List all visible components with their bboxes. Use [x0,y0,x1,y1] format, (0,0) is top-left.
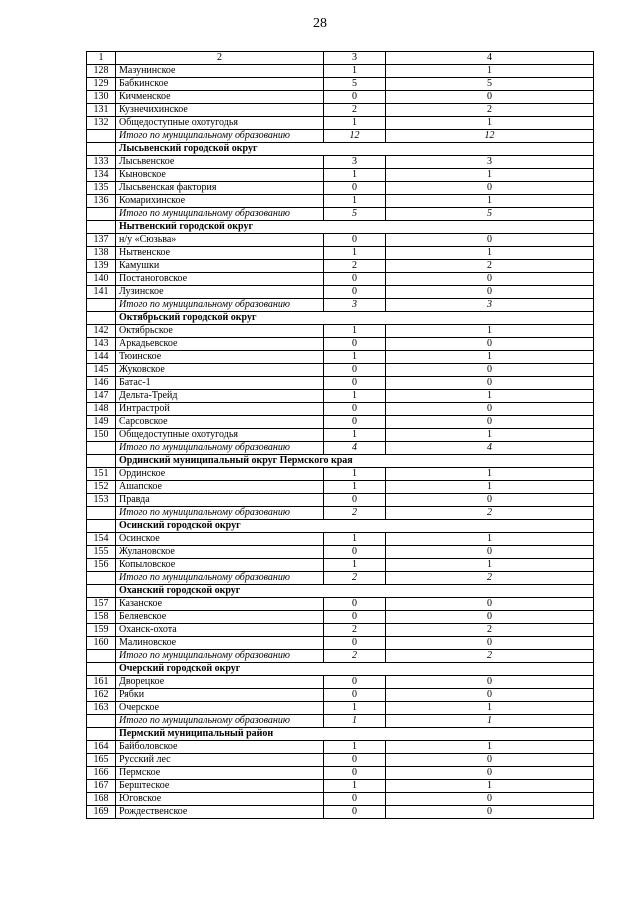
value-col4-cell: 1 [386,117,594,130]
area-name-cell: Осинское [116,533,324,546]
value-col4-cell: 0 [386,182,594,195]
table-header-row [87,52,594,65]
row-number-cell: 163 [87,702,116,715]
area-name-cell: Дворецкое [116,676,324,689]
table-row [87,78,594,91]
value-col3-cell: 0 [324,286,386,299]
area-name-cell: Лысьвенское [116,156,324,169]
column-header: 3 [324,52,386,65]
table-row [87,624,594,637]
value-col3-cell: 2 [324,104,386,117]
section-row [87,585,594,598]
value-col4-cell: 0 [386,598,594,611]
section-title: Ординский муниципальный округ Пермского края [116,455,594,468]
value-col4-cell: 2 [386,572,594,585]
table-row [87,741,594,754]
total-row [87,650,594,663]
column-header: 1 [87,52,116,65]
area-name-cell: Аркадьевское [116,338,324,351]
value-col3-cell: 5 [324,78,386,91]
value-col3-cell: 1 [324,780,386,793]
table-row [87,780,594,793]
area-name-cell: Итого по муниципальному образованию [116,572,324,585]
value-col3-cell: 0 [324,338,386,351]
value-col3-cell: 1 [324,247,386,260]
value-col4-cell: 0 [386,338,594,351]
table-row [87,481,594,494]
value-col3-cell: 0 [324,754,386,767]
table-row [87,559,594,572]
row-number-cell: 149 [87,416,116,429]
area-name-cell: Камушки [116,260,324,273]
area-name-cell: Малиновское [116,637,324,650]
area-name-cell: Бабкинское [116,78,324,91]
value-col4-cell: 0 [386,377,594,390]
value-col3-cell: 1 [324,481,386,494]
value-col3-cell: 1 [324,468,386,481]
value-col4-cell: 1 [386,429,594,442]
table-row [87,325,594,338]
value-col3-cell: 1 [324,117,386,130]
total-row [87,299,594,312]
area-name-cell: Жулановское [116,546,324,559]
table-row [87,377,594,390]
value-col4-cell: 0 [386,611,594,624]
value-col3-cell: 0 [324,637,386,650]
value-col4-cell: 0 [386,676,594,689]
row-number-cell: 140 [87,273,116,286]
row-number-cell: 166 [87,767,116,780]
row-number-cell: 134 [87,169,116,182]
table-row [87,702,594,715]
value-col3-cell: 0 [324,182,386,195]
value-col3-cell: 0 [324,234,386,247]
total-row [87,130,594,143]
row-number-cell: 154 [87,533,116,546]
section-title: Очерский городской округ [116,663,594,676]
area-name-cell: Рябки [116,689,324,702]
row-number-cell [87,312,116,325]
total-row [87,572,594,585]
value-col4-cell: 2 [386,650,594,663]
row-number-cell [87,455,116,468]
table-row [87,169,594,182]
value-col4-cell: 0 [386,806,594,819]
row-number-cell [87,585,116,598]
area-name-cell: Кичменское [116,91,324,104]
value-col3-cell: 1 [324,390,386,403]
value-col4-cell: 2 [386,624,594,637]
table-row [87,793,594,806]
area-name-cell: н/у «Сюзьва» [116,234,324,247]
value-col4-cell: 0 [386,754,594,767]
value-col3-cell: 0 [324,793,386,806]
area-name-cell: Комарихинское [116,195,324,208]
table-row [87,806,594,819]
table-row [87,637,594,650]
table-row [87,260,594,273]
area-name-cell: Пермское [116,767,324,780]
section-row [87,728,594,741]
value-col3-cell: 1 [324,351,386,364]
area-name-cell: Итого по муниципальному образованию [116,650,324,663]
value-col4-cell: 1 [386,533,594,546]
value-col4-cell: 0 [386,689,594,702]
row-number-cell: 139 [87,260,116,273]
row-number-cell [87,715,116,728]
area-name-cell: Мазунинское [116,65,324,78]
value-col4-cell: 2 [386,507,594,520]
section-row [87,221,594,234]
value-col4-cell: 0 [386,403,594,416]
area-name-cell: Дельта-Трейд [116,390,324,403]
row-number-cell [87,650,116,663]
area-name-cell: Русский лес [116,754,324,767]
value-col3-cell: 2 [324,572,386,585]
row-number-cell: 142 [87,325,116,338]
data-table [86,51,594,819]
area-name-cell: Правда [116,494,324,507]
value-col3-cell: 1 [324,715,386,728]
area-name-cell: Байболовское [116,741,324,754]
value-col3-cell: 0 [324,598,386,611]
row-number-cell: 144 [87,351,116,364]
value-col4-cell: 12 [386,130,594,143]
area-name-cell: Лысьвенская фактория [116,182,324,195]
value-col4-cell: 1 [386,169,594,182]
table-row [87,676,594,689]
section-row [87,663,594,676]
value-col4-cell: 3 [386,156,594,169]
value-col4-cell: 2 [386,260,594,273]
row-number-cell: 159 [87,624,116,637]
area-name-cell: Жуковское [116,364,324,377]
value-col3-cell: 1 [324,195,386,208]
table-row [87,429,594,442]
table-row [87,598,594,611]
row-number-cell: 161 [87,676,116,689]
area-name-cell: Сарсовское [116,416,324,429]
area-name-cell: Итого по муниципальному образованию [116,299,324,312]
table-row [87,273,594,286]
area-name-cell: Нытвенское [116,247,324,260]
value-col3-cell: 1 [324,65,386,78]
table-row [87,403,594,416]
section-title: Нытвенский городской округ [116,221,594,234]
area-name-cell: Итого по муниципальному образованию [116,130,324,143]
total-row [87,442,594,455]
table-row [87,195,594,208]
value-col3-cell: 4 [324,442,386,455]
area-name-cell: Итого по муниципальному образованию [116,442,324,455]
row-number-cell: 135 [87,182,116,195]
area-name-cell: Батас-1 [116,377,324,390]
total-row [87,208,594,221]
value-col4-cell: 0 [386,416,594,429]
table-row [87,390,594,403]
table-row [87,247,594,260]
area-name-cell: Итого по муниципальному образованию [116,208,324,221]
value-col3-cell: 2 [324,624,386,637]
row-number-cell: 165 [87,754,116,767]
row-number-cell: 153 [87,494,116,507]
section-title: Осинский городской округ [116,520,594,533]
row-number-cell: 151 [87,468,116,481]
value-col4-cell: 0 [386,767,594,780]
row-number-cell [87,520,116,533]
value-col3-cell: 3 [324,299,386,312]
row-number-cell: 160 [87,637,116,650]
row-number-cell: 141 [87,286,116,299]
area-name-cell: Интрастрой [116,403,324,416]
row-number-cell: 145 [87,364,116,377]
value-col4-cell: 1 [386,702,594,715]
section-title: Октябрьский городской округ [116,312,594,325]
value-col3-cell: 2 [324,507,386,520]
value-col3-cell: 0 [324,546,386,559]
section-row [87,520,594,533]
value-col4-cell: 1 [386,715,594,728]
value-col3-cell: 0 [324,767,386,780]
table-row [87,611,594,624]
value-col3-cell: 1 [324,429,386,442]
row-number-cell [87,728,116,741]
table-row [87,91,594,104]
value-col3-cell: 0 [324,689,386,702]
row-number-cell: 133 [87,156,116,169]
value-col4-cell: 1 [386,351,594,364]
table-row [87,351,594,364]
value-col3-cell: 1 [324,559,386,572]
area-name-cell: Общедоступные охотугодья [116,429,324,442]
area-name-cell: Постаноговское [116,273,324,286]
area-name-cell: Лузинское [116,286,324,299]
value-col3-cell: 5 [324,208,386,221]
value-col3-cell: 0 [324,403,386,416]
table-body [87,52,594,819]
row-number-cell: 146 [87,377,116,390]
table-row [87,117,594,130]
row-number-cell: 150 [87,429,116,442]
row-number-cell [87,442,116,455]
value-col3-cell: 2 [324,260,386,273]
value-col3-cell: 12 [324,130,386,143]
row-number-cell: 156 [87,559,116,572]
section-row [87,143,594,156]
row-number-cell: 157 [87,598,116,611]
table-row [87,156,594,169]
value-col3-cell: 0 [324,91,386,104]
value-col4-cell: 1 [386,195,594,208]
value-col4-cell: 5 [386,78,594,91]
row-number-cell: 129 [87,78,116,91]
value-col3-cell: 0 [324,364,386,377]
area-name-cell: Оханск-охота [116,624,324,637]
row-number-cell: 162 [87,689,116,702]
row-number-cell: 152 [87,481,116,494]
area-name-cell: Копыловское [116,559,324,572]
table-row [87,533,594,546]
table-row [87,754,594,767]
row-number-cell [87,143,116,156]
value-col4-cell: 0 [386,234,594,247]
table-row [87,689,594,702]
table-row [87,234,594,247]
column-header: 4 [386,52,594,65]
value-col4-cell: 1 [386,741,594,754]
area-name-cell: Рождественское [116,806,324,819]
value-col4-cell: 0 [386,286,594,299]
value-col4-cell: 1 [386,559,594,572]
value-col4-cell: 1 [386,325,594,338]
value-col4-cell: 0 [386,273,594,286]
area-name-cell: Тюинское [116,351,324,364]
table-row [87,494,594,507]
value-col3-cell: 0 [324,806,386,819]
row-number-cell [87,663,116,676]
value-col4-cell: 1 [386,468,594,481]
table-row [87,65,594,78]
table-row [87,364,594,377]
value-col4-cell: 1 [386,780,594,793]
value-col4-cell: 0 [386,494,594,507]
value-col3-cell: 1 [324,533,386,546]
row-number-cell: 147 [87,390,116,403]
value-col3-cell: 0 [324,611,386,624]
value-col3-cell: 2 [324,650,386,663]
table-row [87,468,594,481]
value-col3-cell: 1 [324,702,386,715]
row-number-cell [87,208,116,221]
value-col3-cell: 0 [324,416,386,429]
value-col3-cell: 1 [324,169,386,182]
table-row [87,182,594,195]
value-col3-cell: 0 [324,377,386,390]
total-row [87,507,594,520]
column-header: 2 [116,52,324,65]
row-number-cell: 143 [87,338,116,351]
value-col3-cell: 1 [324,741,386,754]
area-name-cell: Октябрьское [116,325,324,338]
section-title: Оханский городской округ [116,585,594,598]
area-name-cell: Кыновское [116,169,324,182]
row-number-cell [87,572,116,585]
area-name-cell: Общедоступные охотугодья [116,117,324,130]
area-name-cell: Итого по муниципальному образованию [116,715,324,728]
table-row [87,767,594,780]
area-name-cell: Казанское [116,598,324,611]
value-col4-cell: 0 [386,91,594,104]
value-col3-cell: 0 [324,273,386,286]
area-name-cell: Итого по муниципальному образованию [116,507,324,520]
row-number-cell [87,507,116,520]
row-number-cell: 138 [87,247,116,260]
table-row [87,338,594,351]
section-row [87,455,594,468]
area-name-cell: Очерское [116,702,324,715]
section-title: Лысьвенский городской округ [116,143,594,156]
row-number-cell: 132 [87,117,116,130]
section-title: Пермский муниципальный район [116,728,594,741]
row-number-cell: 155 [87,546,116,559]
value-col3-cell: 1 [324,325,386,338]
table-row [87,416,594,429]
area-name-cell: Беляевское [116,611,324,624]
value-col4-cell: 1 [386,481,594,494]
row-number-cell: 137 [87,234,116,247]
value-col4-cell: 0 [386,793,594,806]
value-col4-cell: 4 [386,442,594,455]
section-row [87,312,594,325]
value-col4-cell: 1 [386,65,594,78]
table-row [87,286,594,299]
table-row [87,104,594,117]
row-number-cell: 136 [87,195,116,208]
table-row [87,546,594,559]
value-col4-cell: 5 [386,208,594,221]
value-col4-cell: 0 [386,364,594,377]
row-number-cell [87,130,116,143]
row-number-cell: 148 [87,403,116,416]
value-col4-cell: 0 [386,637,594,650]
row-number-cell [87,299,116,312]
area-name-cell: Ординское [116,468,324,481]
value-col4-cell: 1 [386,247,594,260]
row-number-cell [87,221,116,234]
total-row [87,715,594,728]
row-number-cell: 168 [87,793,116,806]
row-number-cell: 167 [87,780,116,793]
area-name-cell: Юговское [116,793,324,806]
value-col3-cell: 0 [324,494,386,507]
value-col3-cell: 0 [324,676,386,689]
area-name-cell: Берштеское [116,780,324,793]
value-col4-cell: 3 [386,299,594,312]
row-number-cell: 131 [87,104,116,117]
value-col4-cell: 0 [386,546,594,559]
value-col4-cell: 1 [386,390,594,403]
value-col4-cell: 2 [386,104,594,117]
row-number-cell: 169 [87,806,116,819]
page-number: 28 [313,16,327,31]
value-col3-cell: 3 [324,156,386,169]
row-number-cell: 130 [87,91,116,104]
row-number-cell: 128 [87,65,116,78]
row-number-cell: 164 [87,741,116,754]
row-number-cell: 158 [87,611,116,624]
area-name-cell: Кузнечихинское [116,104,324,117]
area-name-cell: Ашапское [116,481,324,494]
